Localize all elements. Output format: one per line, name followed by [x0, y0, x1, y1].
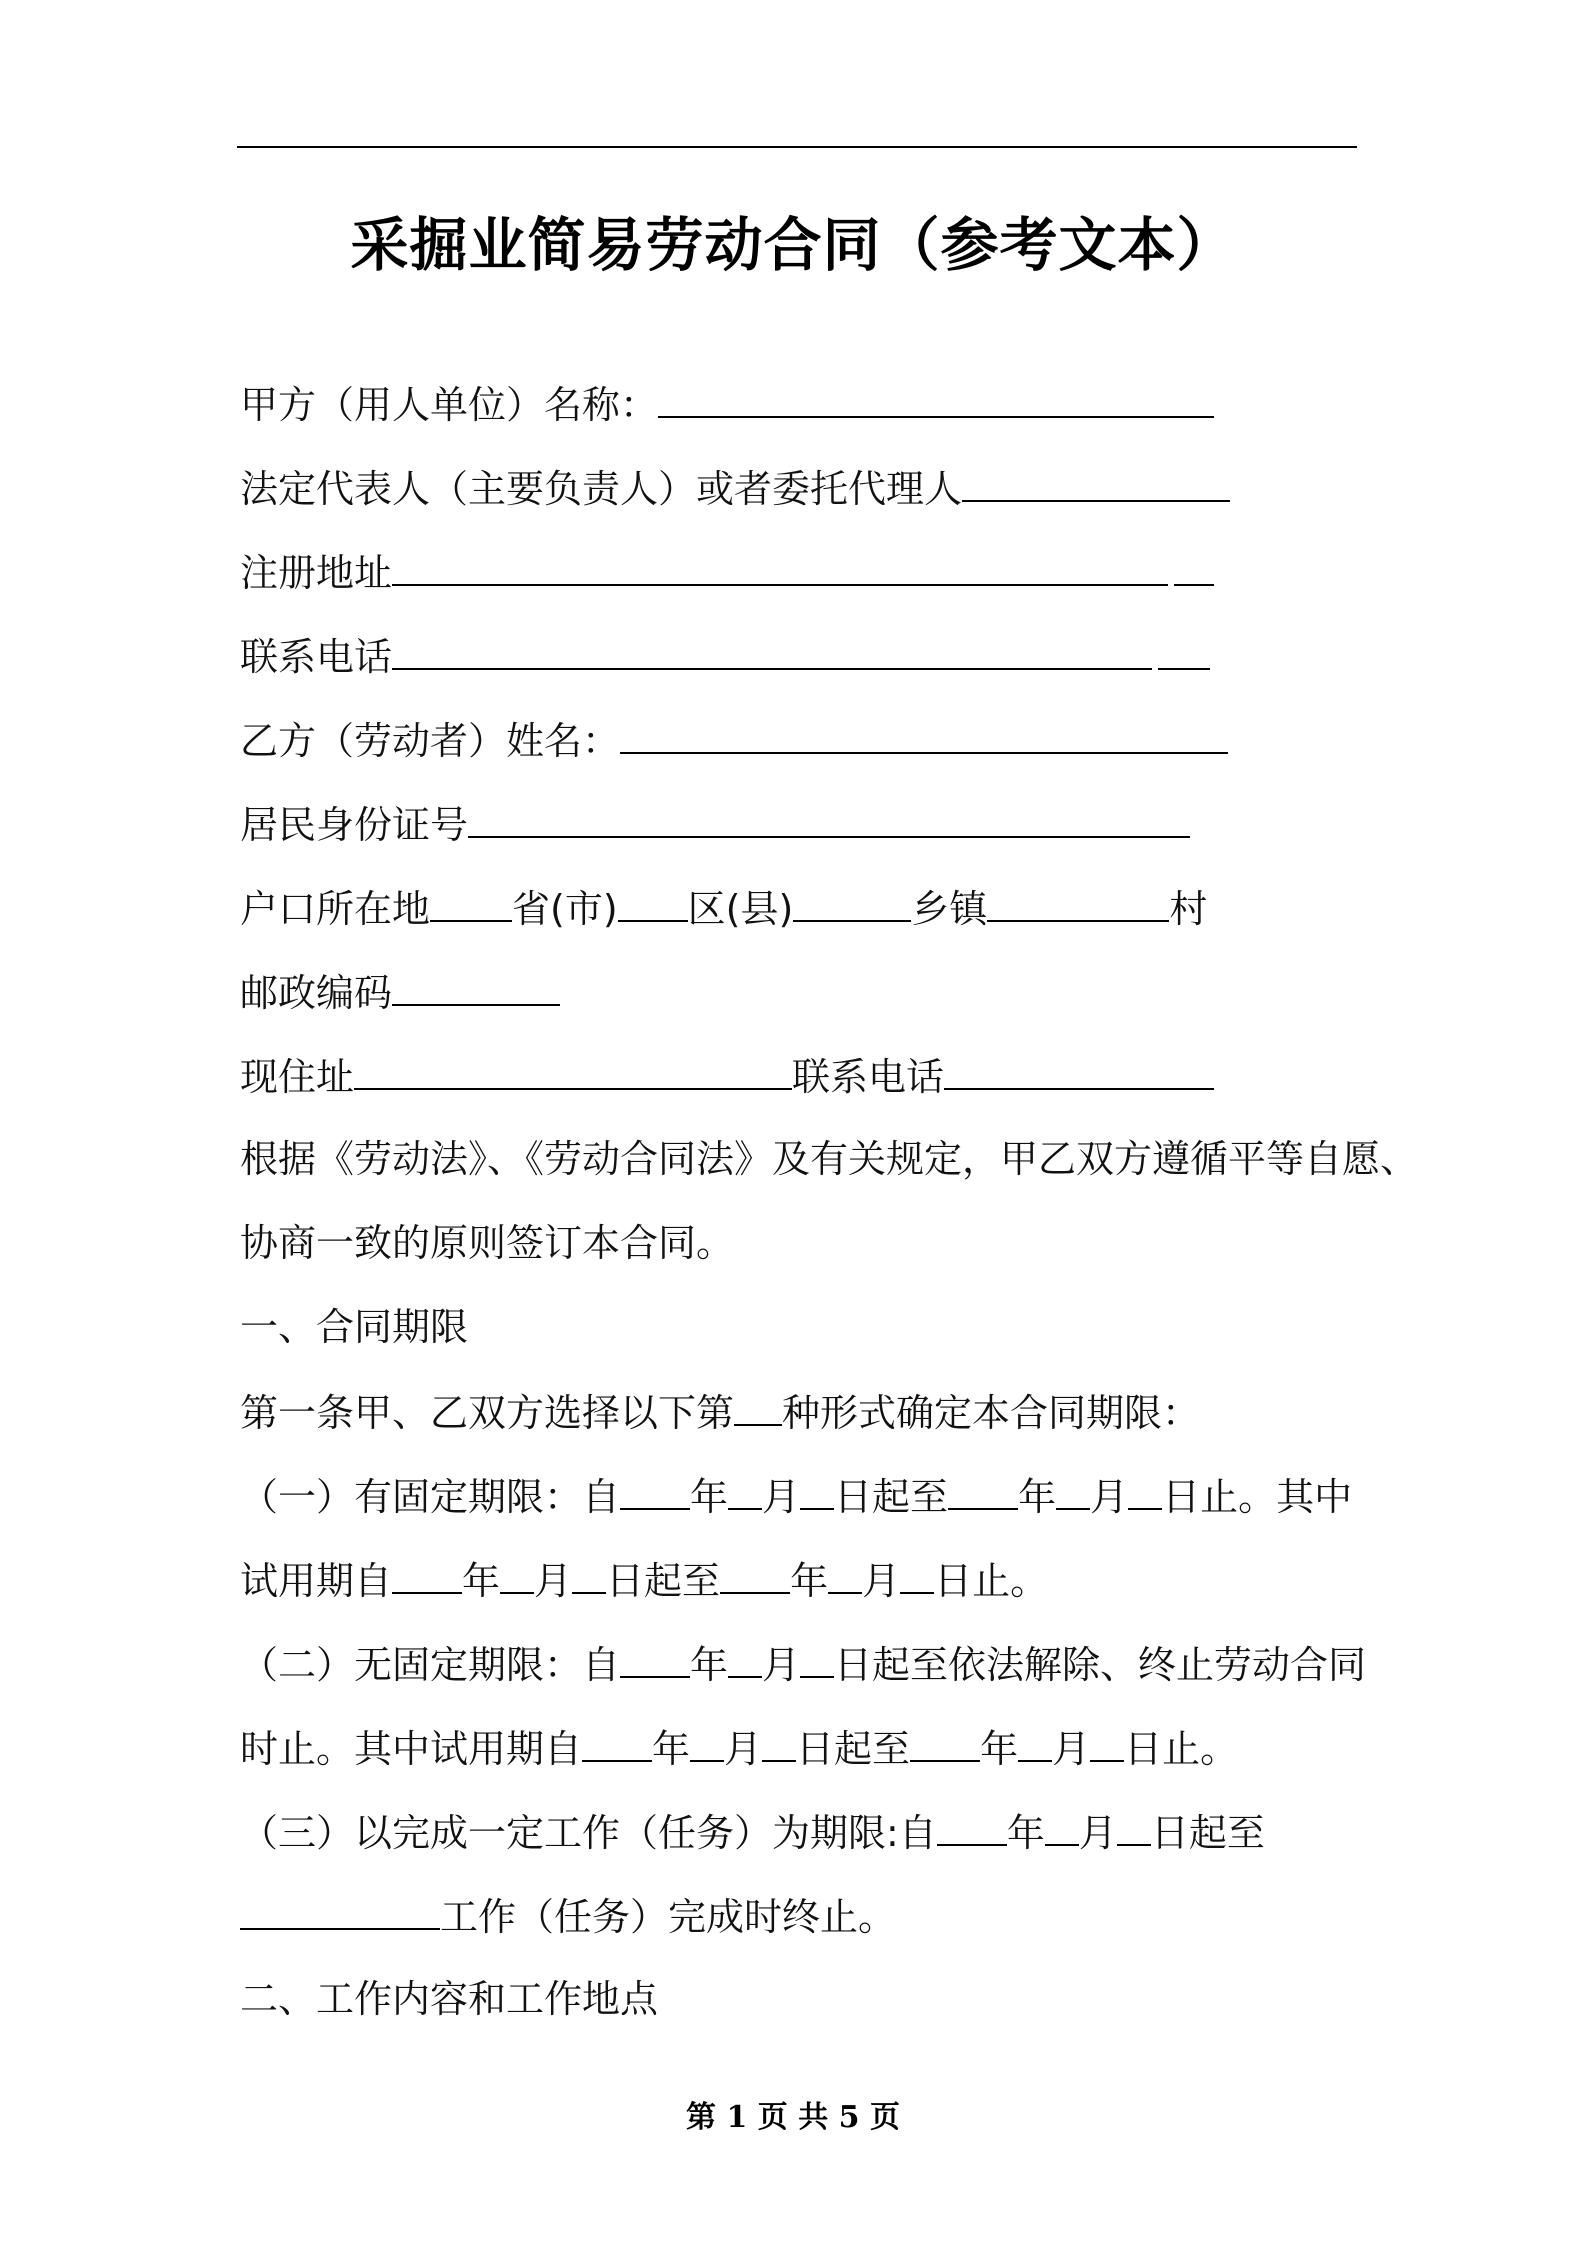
reg-address-line: [240, 548, 1214, 596]
year-text: 年: [462, 1559, 501, 1603]
year-text: 年: [690, 1643, 729, 1687]
id-label: 居民身份证号: [240, 803, 469, 847]
party-a-line: [240, 380, 1214, 428]
legal-rep-line: [240, 464, 1230, 512]
blank-day[interactable]: [1090, 1724, 1124, 1762]
postcode-blank[interactable]: [392, 968, 560, 1006]
phone-a-label: 联系电话: [240, 635, 393, 679]
reg-address-label: 注册地址: [240, 551, 393, 595]
blank-year[interactable]: [620, 1472, 690, 1510]
basis-line-2: 协商一致的原则签订本合同。: [240, 1221, 735, 1265]
current-address-label: 现住址: [240, 1055, 355, 1099]
reg-address-blank-tail[interactable]: [1174, 548, 1214, 586]
blank-month[interactable]: [690, 1724, 724, 1762]
day-to-text: 日起至: [834, 1475, 949, 1519]
postcode-label: 邮政编码: [240, 971, 393, 1015]
party-b-blank[interactable]: [620, 716, 1228, 754]
hukou-line: [240, 884, 1207, 932]
district-label: 区(县): [687, 887, 794, 931]
task-completion-text: 工作（任务）完成时终止。: [440, 1895, 897, 1939]
basis-line-1: 根据《劳动法》、《劳动合同法》及有关规定，甲乙双方遵循平等自愿、: [240, 1137, 1419, 1181]
party-b-line: [240, 716, 1228, 764]
blank-day[interactable]: [800, 1472, 834, 1510]
month-text: 月: [1052, 1727, 1091, 1771]
blank-year[interactable]: [948, 1472, 1018, 1510]
day-to-text: 日起至: [1150, 1811, 1265, 1855]
town-label: 乡镇: [911, 887, 988, 931]
page-footer: 第 1 页 共 5 页: [686, 2100, 900, 2135]
blank-month[interactable]: [1056, 1472, 1090, 1510]
blank-day[interactable]: [1128, 1472, 1162, 1510]
day-end-text: 日止。其中: [1162, 1475, 1353, 1519]
current-address-line: [240, 1052, 1214, 1100]
year-text: 年: [690, 1475, 729, 1519]
non-fixed-probation-line: [240, 1724, 1238, 1772]
blank-year[interactable]: [937, 1808, 1007, 1846]
blank-day[interactable]: [800, 1640, 834, 1678]
phone-a-line: [240, 632, 1210, 680]
blank-month[interactable]: [500, 1556, 534, 1594]
reg-address-blank[interactable]: [392, 548, 1168, 586]
month-text: 月: [862, 1559, 901, 1603]
id-blank[interactable]: [468, 800, 1190, 838]
blank-month[interactable]: [728, 1472, 762, 1510]
section-2-heading: 二、工作内容和工作地点: [240, 1977, 659, 2021]
month-text: 月: [762, 1643, 801, 1687]
district-blank[interactable]: [618, 884, 688, 922]
day-end-text: 日止。: [934, 1559, 1049, 1603]
id-line: [240, 800, 1190, 848]
task-term-line: [240, 1808, 1265, 1856]
probation-label: 试用期自: [240, 1559, 393, 1603]
day-to-text: 日起至: [606, 1559, 721, 1603]
month-text: 月: [534, 1559, 573, 1603]
phone-b-blank[interactable]: [944, 1052, 1214, 1090]
town-blank[interactable]: [793, 884, 911, 922]
year-text: 年: [652, 1727, 691, 1771]
blank-day[interactable]: [572, 1556, 606, 1594]
section-1-heading: 一、合同期限: [240, 1305, 469, 1349]
blank-year[interactable]: [910, 1724, 980, 1762]
blank-month[interactable]: [1045, 1808, 1079, 1846]
blank-year[interactable]: [392, 1556, 462, 1594]
task-term-label: （三）以完成一定工作（任务）为期限:自: [240, 1811, 937, 1855]
document-title: 采掘业简易劳动合同（参考文本）: [350, 211, 1236, 279]
day-end-text: 日止。: [1124, 1727, 1239, 1771]
blank-year[interactable]: [720, 1556, 790, 1594]
phone-a-blank[interactable]: [392, 632, 1152, 670]
blank-day[interactable]: [762, 1724, 796, 1762]
legal-rep-label: 法定代表人（主要负责人）或者委托代理人: [240, 467, 963, 511]
fixed-term-line: [240, 1472, 1352, 1520]
non-fixed-probation-label: 时止。其中试用期自: [240, 1727, 583, 1771]
current-address-blank[interactable]: [354, 1052, 792, 1090]
non-fixed-label: （二）无固定期限：自: [240, 1643, 621, 1687]
non-fixed-tail: 日起至依法解除、终止劳动合同: [834, 1643, 1367, 1687]
party-b-label: 乙方（劳动者）姓名：: [240, 719, 621, 763]
year-text: 年: [1018, 1475, 1057, 1519]
day-to-text: 日起至: [796, 1727, 911, 1771]
blank-year[interactable]: [620, 1640, 690, 1678]
article-1-line: [240, 1388, 1200, 1436]
year-text: 年: [980, 1727, 1019, 1771]
article-1-text-a: 第一条甲、乙双方选择以下第: [240, 1391, 735, 1435]
party-a-blank[interactable]: [658, 380, 1214, 418]
blank-day[interactable]: [1117, 1808, 1151, 1846]
fixed-term-label: （一）有固定期限：自: [240, 1475, 621, 1519]
blank-month[interactable]: [828, 1556, 862, 1594]
blank-month[interactable]: [728, 1640, 762, 1678]
task-blank[interactable]: [240, 1892, 440, 1930]
blank-day[interactable]: [900, 1556, 934, 1594]
task-completion-line: [240, 1892, 896, 1940]
postcode-line: [240, 968, 560, 1016]
probation-line: [240, 1556, 1048, 1604]
province-label: 省(市): [512, 887, 618, 931]
month-text: 月: [1078, 1811, 1117, 1855]
village-blank[interactable]: [987, 884, 1169, 922]
non-fixed-term-line: [240, 1640, 1366, 1688]
month-text: 月: [762, 1475, 801, 1519]
phone-a-blank-tail[interactable]: [1158, 632, 1210, 670]
blank-year[interactable]: [582, 1724, 652, 1762]
year-text: 年: [790, 1559, 829, 1603]
hukou-label: 户口所在地: [240, 887, 431, 931]
phone-b-label: 联系电话: [792, 1055, 945, 1099]
header-rule: [237, 146, 1357, 148]
month-text: 月: [724, 1727, 763, 1771]
blank-month[interactable]: [1018, 1724, 1052, 1762]
village-label: 村: [1169, 887, 1208, 931]
month-text: 月: [1090, 1475, 1129, 1519]
party-a-label: 甲方（用人单位）名称：: [240, 383, 659, 427]
province-blank[interactable]: [430, 884, 512, 922]
legal-rep-blank[interactable]: [962, 464, 1230, 502]
option-blank[interactable]: [734, 1388, 782, 1426]
article-1-text-b: 种形式确定本合同期限：: [782, 1391, 1201, 1435]
year-text: 年: [1006, 1811, 1045, 1855]
